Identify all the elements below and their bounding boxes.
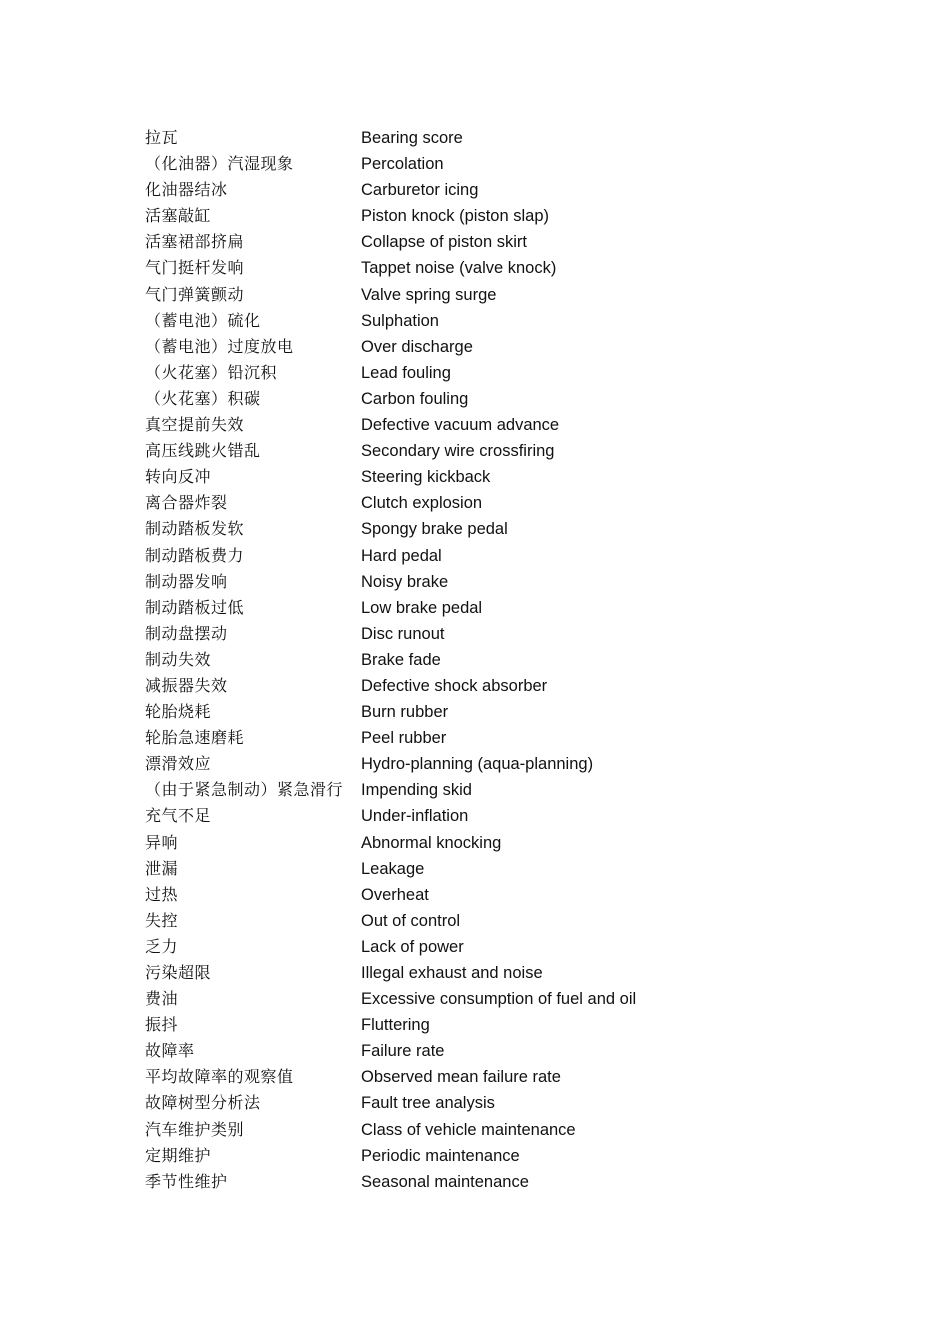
glossary-row <box>145 151 705 177</box>
english-term: Periodic maintenance <box>361 1146 520 1165</box>
glossary-row <box>145 360 705 386</box>
english-term: Carbon fouling <box>361 389 469 408</box>
chinese-term: 气门弹簧颤动 <box>145 284 245 304</box>
glossary-row <box>145 125 705 151</box>
glossary-row <box>145 308 705 334</box>
chinese-term: 真空提前失效 <box>145 415 245 435</box>
glossary-row <box>145 882 705 908</box>
glossary-row <box>145 595 705 621</box>
english-term: Leakage <box>361 859 425 878</box>
chinese-term: 泄漏 <box>145 858 179 878</box>
english-term: Piston knock (piston slap) <box>361 207 550 226</box>
glossary-row <box>145 569 705 595</box>
glossary-row <box>145 647 705 673</box>
chinese-term: 制动踏板费力 <box>145 545 245 565</box>
english-term: Brake fade <box>361 650 441 669</box>
chinese-term: （火花塞）积碳 <box>145 388 261 408</box>
glossary-row <box>145 438 705 464</box>
chinese-term: 费油 <box>145 989 179 1009</box>
glossary-row <box>145 177 705 203</box>
chinese-term: 故障树型分析法 <box>145 1093 261 1113</box>
english-term: Burn rubber <box>361 703 449 722</box>
english-term: Bearing score <box>361 129 463 147</box>
english-term: Lead fouling <box>361 363 451 382</box>
chinese-term: 振抖 <box>145 1015 179 1035</box>
chinese-term: 化油器结冰 <box>145 180 228 200</box>
english-term: Tappet noise (valve knock) <box>361 259 557 278</box>
chinese-term: （蓄电池）硫化 <box>145 310 261 330</box>
chinese-term: 季节性维护 <box>145 1171 228 1191</box>
glossary-row <box>145 960 705 986</box>
chinese-term: 乏力 <box>145 936 179 956</box>
english-term: Excessive consumption of fuel and oil <box>361 990 637 1009</box>
glossary-row <box>145 803 705 829</box>
glossary-row <box>145 1143 705 1169</box>
glossary-row <box>145 334 705 360</box>
chinese-term: 制动踏板发软 <box>145 519 245 539</box>
chinese-term: 拉瓦 <box>145 128 179 147</box>
glossary-row <box>145 1012 705 1038</box>
glossary-row <box>145 751 705 777</box>
chinese-term: 离合器炸裂 <box>145 493 228 513</box>
glossary-row <box>145 725 705 751</box>
english-term: Lack of power <box>361 937 464 956</box>
chinese-term: 失控 <box>145 910 179 930</box>
english-term: Low brake pedal <box>361 598 483 617</box>
english-term: Fluttering <box>361 1016 430 1035</box>
english-term: Defective vacuum advance <box>361 416 560 435</box>
glossary-row <box>145 777 705 803</box>
english-term: Valve spring surge <box>361 285 497 304</box>
english-term: Class of vehicle maintenance <box>361 1120 576 1139</box>
glossary-row <box>145 412 705 438</box>
glossary-row <box>145 203 705 229</box>
chinese-term: 漂滑效应 <box>145 754 212 774</box>
english-term: Impending skid <box>361 781 472 800</box>
chinese-term: （蓄电池）过度放电 <box>145 336 294 356</box>
glossary-row <box>145 255 705 281</box>
glossary-row <box>145 1117 705 1143</box>
glossary-row <box>145 830 705 856</box>
chinese-term: 汽车维护类别 <box>145 1119 245 1139</box>
chinese-term: 轮胎烧耗 <box>145 702 212 722</box>
chinese-term: 活塞敲缸 <box>145 206 212 226</box>
chinese-term: （化油器）汽湿现象 <box>145 154 294 174</box>
chinese-term: （火花塞）铅沉积 <box>145 362 278 382</box>
chinese-term: 充气不足 <box>145 806 212 826</box>
english-term: Sulphation <box>361 311 439 330</box>
chinese-term: 高压线跳火错乱 <box>145 441 261 461</box>
chinese-term: 转向反冲 <box>145 467 212 487</box>
english-term: Defective shock absorber <box>361 676 548 695</box>
english-term: Collapse of piston skirt <box>361 233 527 252</box>
chinese-term: 定期维护 <box>145 1145 212 1165</box>
glossary-row <box>145 386 705 412</box>
glossary-row <box>145 1038 705 1064</box>
english-term: Abnormal knocking <box>361 833 502 852</box>
glossary-row <box>145 464 705 490</box>
english-term: Fault tree analysis <box>361 1094 495 1113</box>
glossary-list <box>145 125 705 1195</box>
glossary-row <box>145 934 705 960</box>
chinese-term: 制动盘摆动 <box>145 623 228 643</box>
chinese-term: 制动踏板过低 <box>145 597 245 617</box>
chinese-term: （由于紧急制动）紧急滑行 <box>145 780 344 800</box>
english-term: Secondary wire crossfiring <box>361 442 555 461</box>
glossary-row <box>145 986 705 1012</box>
chinese-term: 异响 <box>145 832 179 852</box>
glossary-row <box>145 673 705 699</box>
english-term: Illegal exhaust and noise <box>361 964 543 982</box>
english-term: Steering kickback <box>361 468 491 487</box>
glossary-row <box>145 229 705 255</box>
glossary-row <box>145 621 705 647</box>
chinese-term: 平均故障率的观察值 <box>145 1067 294 1087</box>
glossary-row <box>145 516 705 542</box>
chinese-term: 污染超限 <box>145 963 212 982</box>
english-term: Over discharge <box>361 337 473 356</box>
english-term: Noisy brake <box>361 572 449 591</box>
english-term: Percolation <box>361 155 444 174</box>
chinese-term: 减振器失效 <box>145 675 228 695</box>
glossary-row <box>145 1064 705 1090</box>
glossary-row <box>145 699 705 725</box>
chinese-term: 制动器发响 <box>145 571 228 591</box>
chinese-term: 过热 <box>145 884 179 904</box>
english-term: Out of control <box>361 911 461 930</box>
english-term: Clutch explosion <box>361 494 483 513</box>
chinese-term: 故障率 <box>145 1041 195 1061</box>
english-term: Spongy brake pedal <box>361 520 508 539</box>
english-term: Disc runout <box>361 624 445 643</box>
glossary-row <box>145 282 705 308</box>
english-term: Overheat <box>361 885 429 904</box>
chinese-term: 制动失效 <box>145 649 212 669</box>
english-term: Hydro-planning (aqua-planning) <box>361 755 594 774</box>
english-term: Failure rate <box>361 1042 445 1061</box>
glossary-row <box>145 908 705 934</box>
chinese-term: 气门挺杆发响 <box>145 258 245 278</box>
english-term: Hard pedal <box>361 546 442 565</box>
glossary-row <box>145 1169 705 1195</box>
glossary-row <box>145 490 705 516</box>
chinese-term: 轮胎急速磨耗 <box>145 728 245 748</box>
english-term: Peel rubber <box>361 729 447 748</box>
glossary-row <box>145 543 705 569</box>
english-term: Under-inflation <box>361 807 469 826</box>
glossary-row <box>145 1090 705 1116</box>
chinese-term: 活塞裙部挤扁 <box>145 232 245 252</box>
english-term: Seasonal maintenance <box>361 1172 529 1191</box>
english-term: Carburetor icing <box>361 181 479 200</box>
english-term: Observed mean failure rate <box>361 1068 561 1087</box>
glossary-row <box>145 856 705 882</box>
